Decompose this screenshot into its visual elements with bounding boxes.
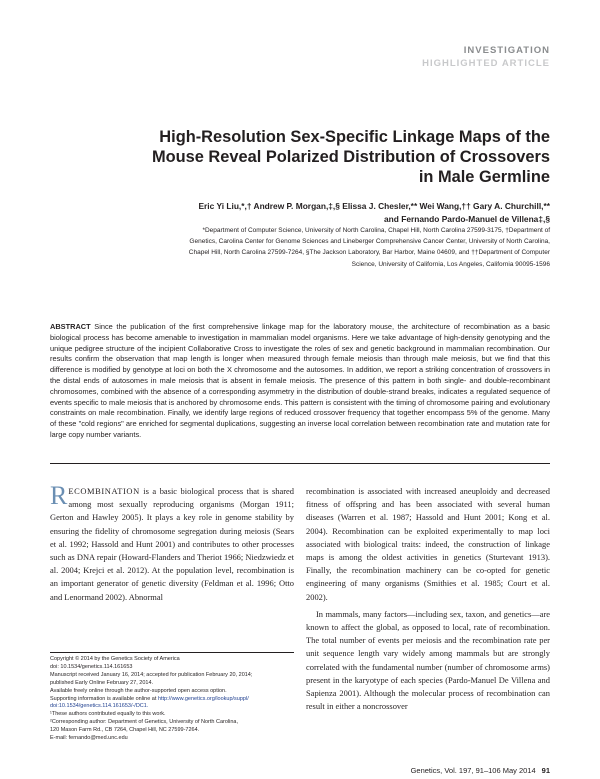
doi-note: doi: 10.1534/genetics.114.161653 [50, 663, 133, 670]
equal-contribution-note: ¹These authors contributed equally to this work. [50, 711, 166, 718]
intro-paragraph [50, 481, 294, 604]
body-paragraph: recombination is associated with increased aneuploidy and decreased fitness of offspring and has been associated with several human diseases (Warren et al. 1987; Hassold and Hunt 2001; Kong et al. 2004). Recombination can be exploited experimentally to map loci associated with biological traits: indeed, the construction of linkage maps is among the oldest activities in genetics (Sturtevant 1913). Finally, the recombination machinery can be co-opted for genetic engineering of many organisms (Smithies et al. 1985; Court et al. 2002). [306, 486, 550, 602]
email-note: E-mail: fernando@med.unc.edu [50, 735, 128, 742]
received-note: Manuscript received January 16, 2014; accepted for publication February 20, 2014; [50, 671, 253, 678]
body-column-left [50, 481, 294, 604]
corresponding-address: 120 Mason Farm Rd., CB 7264, Chapel Hill, NC 27599-7264. [50, 727, 200, 734]
author-line: and Fernando Pardo-Manuel de Villena‡,§ [384, 213, 550, 224]
journal-citation: Genetics, Vol. 197, 91–106 May 2014 [410, 766, 536, 775]
open-access-note: Available freely online through the author-supported open access option. [50, 687, 227, 694]
footnote-divider [50, 652, 294, 653]
article-title [90, 127, 550, 187]
corresponding-author-note: ²Corresponding author: Department of Genetics, University of North Carolina, [50, 719, 239, 726]
title-line: Mouse Reveal Polarized Distribution of Crossovers [151, 148, 550, 166]
published-note: published Early Online February 27, 2014. [50, 679, 154, 686]
supporting-doi-link[interactable]: doi:10.1534/genetics.114.161653/-/DC1. [50, 703, 149, 710]
body-paragraph: In mammals, many factors—including sex, taxon, and genetics—are known to affect the global, as opposed to local, rate of recombination. The total number of events per meiosis and the recombination rate per unit sequence length vary widely among mammals but are strongly correlated with the fundamental number (number of chromosome arms) present in the karyotype of each species (Pardo-Manuel De Villena and Sapienza 2001). Although the molecular process of recombination can result in either a noncrossover [306, 608, 550, 712]
abstract-label: ABSTRACT [50, 322, 91, 331]
affiliation-line: Chapel Hill, North Carolina 27599-7264, §The Jackson Laboratory, Bar Harbor, Maine 04609, and ††Department of Computer [188, 249, 550, 257]
abstract-text: Since the publication of the first comprehensive linkage map for the laboratory mouse, the architecture of recombination as a basic biological process has become amenable to investigation in mammalian model organisms. Here we take advantage of high-density genotyping and the unique pedigree structure of the incipient Collaborative Cross to investigate the roles of sex and genetic background in mammalian recombination. Our results confirm the observation that map length is longer when measured through female meiosis than through male meiosis, but we find that this difference is modified by genotype at loci on both the X chromosome and the autosomes. In addition, we report a striking concentration of crossovers in the distal ends of autosomes in male meiosis that is absent in female meiosis. The presence of this pattern in both single- and double-recombinant chromosomes, combined with the absence of a corresponding asymmetry in the distribution of double-strand breaks, indicates a regulated sequence of events specific to male meiosis that is anchored by chromosome ends. This pattern is consistent with the timing of chromosome pairing and evolutionary constraints on male recombination. Finally, we identify large regions of reduced crossover frequency that together encompass 5% of the genome. Many of these "cold regions" are enriched for segmental duplications, suggesting an inverse local correlation between recombination rate and mutation rate for large copy number variants. [50, 322, 550, 439]
abstract-divider [50, 463, 550, 464]
intro-text: is a basic biological process that is shared among most sexually reproducing organisms (Morgan 1911; Gerton and Hawley 2005). It plays a key role in genome stability by ensuring the fidelity of chromosome segregation during meiosis (Sears et al. 1992; Hassold and Hunt 2001) and contributes to other processes such as DNA repair (Howard-Flanders and Theriot 1966; Niedzwiedz et al. 2004; Krejci et al. 2012). At the population level, recombination is an important generator of genetic diversity (Feldman et al. 1996; Otto and Lenormand 2002). Abnormal [50, 486, 294, 602]
affiliation-line: Genetics, Carolina Center for Genome Sciences and Lineberger Comprehensive Cancer Center, University of North Carolina, [189, 238, 550, 246]
footnotes [50, 656, 300, 743]
author-list [70, 200, 550, 225]
supporting-info-link[interactable]: http://www.genetics.org/lookup/suppl/ [157, 695, 249, 702]
subsection-label: HIGHLIGHTED ARTICLE [422, 58, 550, 69]
smallcaps-word: ECOMBINATION [68, 486, 140, 496]
drop-cap: R [50, 481, 68, 510]
page-number: 91 [541, 766, 550, 775]
copyright-note: Copyright © 2014 by the Genetics Society of America [50, 656, 180, 662]
title-line: in Male Germline [418, 168, 550, 186]
supporting-info-note [50, 696, 300, 704]
supporting-info-label: Supporting information is available online at [50, 695, 158, 702]
affiliation-line: *Department of Computer Science, University of North Carolina, Chapel Hill, North Carolina 27599-3175, †Department of [202, 227, 550, 234]
title-line: High-Resolution Sex-Specific Linkage Maps of the [159, 128, 550, 146]
section-label: INVESTIGATION [463, 45, 550, 56]
abstract [50, 322, 550, 441]
author-line: Eric Yi Liu,*,† Andrew P. Morgan,‡,§ Elissa J. Chesler,** Wei Wang,†† Gary A. Churchill,** [198, 201, 550, 211]
body-column-right [306, 485, 550, 713]
supporting-doi-note [50, 703, 300, 711]
affiliations [80, 225, 550, 270]
running-footer [411, 766, 550, 775]
affiliation-line: Science, University of California, Los Angeles, California 90095-1596 [351, 260, 550, 268]
